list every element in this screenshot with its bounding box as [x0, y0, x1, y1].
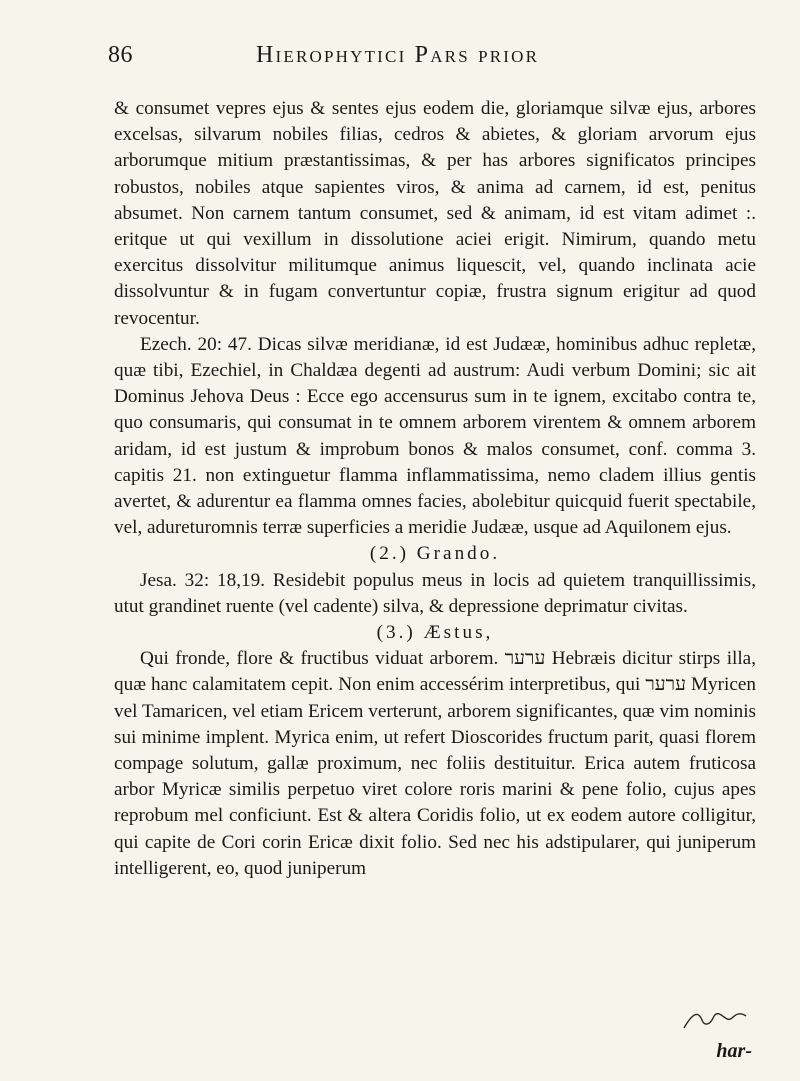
- paragraph-ezech: Ezech. 20: 47. Dicas silvæ meridianæ, id est Judææ, hominibus adhuc repletæ, quæ tibi, Ezechiel, in Chaldæa degenti ad austrum: Audi verbum Domini; sic ait Dominus Jehova Deus : Ecce ego accensurus sum in te ignem, excitabo contra te, quo consumaris, qui consumat in te omnem arborem virentem & omnem arborem aridam, id est justum & improbum bonos & malos consumet, conf. comma 3. capitis 21. non extinguetur flamma inflammatissima, nemo cladem illius gentis avertet, & adurentur ea flamma omnes facies, abolebitur quicquid fuerit spectabile, vel, adureturomnis terræ superficies a meridie Judææ, usque ad Aquilonem ejus.: [114, 333, 756, 539]
- catchword: har-: [716, 1040, 752, 1062]
- running-head: [256, 42, 539, 69]
- paragraph-1: & consumet vepres ejus & sentes ejus eodem die, gloriamque silvæ ejus, arbores excelsas, silvarum nobiles filias, cedros & abietes, & gloriam arvorum ejus arborumque mitium præstantissimas, & per has arbores significatos principes robustos, nobiles atque sapientes viros, & anima ad carnem, id est, penitus absumet. Non carnem tantum consumet, sed & animam, id est vitam adimet :. eritque ut qui vexillum in dissolutione aciei erigit. Nimirum, quando metu exercitus dissolvitur militumque animus liquescit, vel, quando inclinata acie dissolvuntur & in fugam convertuntur copiæ, frustra signum erigitur ad quod revocentur.: [114, 98, 756, 329]
- body-text: [114, 96, 756, 882]
- running-head-part: Pars: [414, 42, 470, 68]
- page-number: 86: [108, 42, 133, 68]
- page-header: [108, 42, 756, 82]
- paragraph-aestus: Qui fronde, flore & fructibus viduat arborem. ערער Hebræis dicitur stirps illa, quæ hanc calamitatem cepit. Non enim accessérim interpretibus, qui ערער Myricen vel Tamaricen, vel etiam Ericem verterunt, arborem significantes, quæ vim nominis sui minime implent. Myrica enim, ut refert Dioscorides fructum parit, quasi florem compage solutum, gallæ proximum, nec foliis destituitur. Erica autem fruticosa arbor Myricæ similis perpetuo viret colore roris marini & pene folio, cujus apes reprobum mel conficiunt. Est & altera Coridis folio, ut ex eodem autore colligitur, qui capite de Cori corin Ericæ dixit folio. Sed nec his adstipularer, qui juniperum intelligerent, eo, quod juniperum: [114, 648, 756, 879]
- header-rule: [108, 78, 758, 79]
- section-heading-grando: (2.) Grando.: [369, 543, 501, 565]
- handwritten-mark: [680, 1004, 750, 1034]
- section-heading-aestus: (3.) Æstus,: [376, 622, 494, 644]
- running-head-prior: prior: [478, 42, 540, 68]
- paragraph-grando: Jesa. 32: 18,19. Residebit populus meus in locis ad quietem tranquillissimis, utut grandinet ruente (vel cadente) silva, & depressione deprimatur civitas.: [114, 569, 756, 617]
- running-head-title: Hierophytici: [256, 42, 407, 68]
